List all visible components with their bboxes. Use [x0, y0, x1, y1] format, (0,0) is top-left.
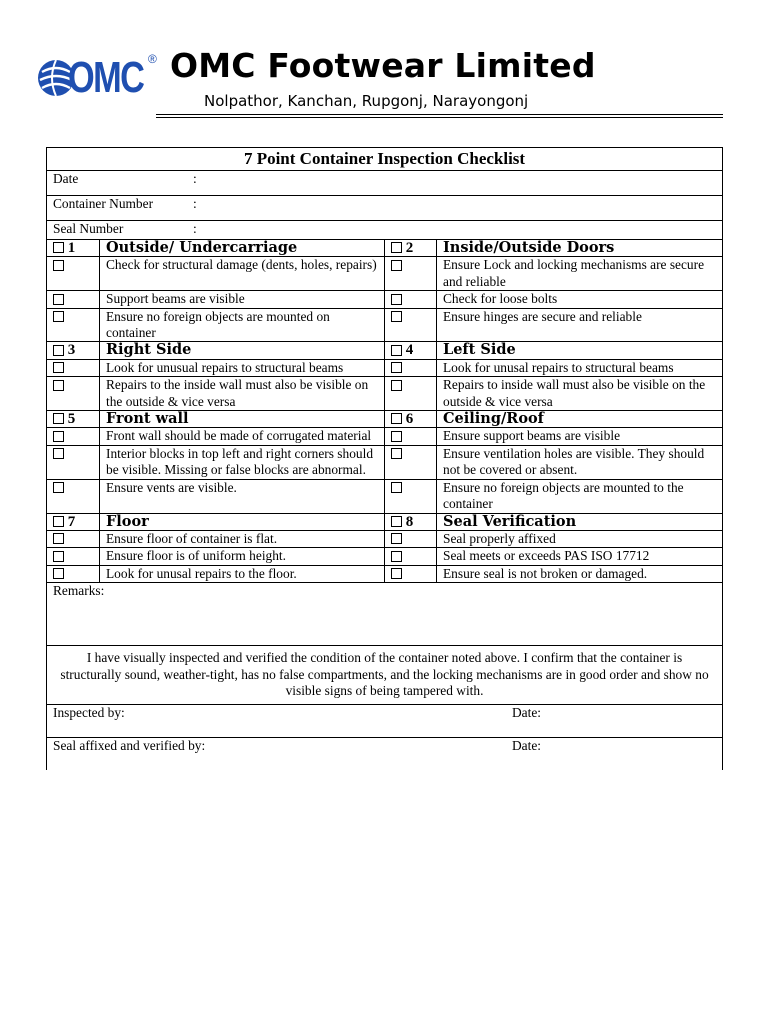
checklist-title: 7 Point Container Inspection Checklist [47, 148, 723, 171]
checklist-row [47, 308, 723, 342]
checkbox-icon[interactable] [391, 380, 402, 391]
checklist-row [47, 291, 723, 308]
company-name: OMC Footwear Limited [170, 46, 596, 85]
item-checkbox[interactable] [385, 308, 437, 342]
section-5-title: Front wall [100, 411, 385, 428]
header-divider [156, 114, 723, 115]
field-separator: : [193, 221, 197, 236]
checklist-row [47, 257, 723, 291]
checkbox-icon[interactable] [391, 533, 402, 544]
checkbox-icon[interactable] [391, 294, 402, 305]
field-separator: : [193, 171, 197, 186]
container-number-label: Container Number [53, 196, 154, 211]
seal-number-label: Seal Number [53, 221, 124, 236]
checkbox-icon[interactable] [53, 516, 64, 527]
section-5-checkbox[interactable]: 5 [47, 411, 100, 428]
item-checkbox[interactable] [47, 530, 100, 547]
checkbox-icon[interactable] [391, 516, 402, 527]
checklist-item: Look for unusal repairs to structural beams [437, 359, 723, 376]
checkbox-icon[interactable] [391, 482, 402, 493]
section-3-checkbox[interactable]: 3 [47, 342, 100, 359]
remarks-label: Remarks: [53, 583, 105, 599]
checklist-item: Ensure support beams are visible [437, 428, 723, 445]
checkbox-icon[interactable] [391, 260, 402, 271]
section-1-checkbox[interactable]: 1 [47, 240, 100, 257]
date-field[interactable] [47, 171, 723, 196]
checkbox-icon[interactable] [53, 345, 64, 356]
item-checkbox[interactable] [385, 565, 437, 582]
company-address: Nolpathor, Kanchan, Rupgonj, Narayongonj [204, 92, 529, 110]
checkbox-icon[interactable] [53, 380, 64, 391]
checklist-item: Interior blocks in top left and right corners should be visible. Missing or false blocks are abnormal. [100, 445, 385, 479]
checkbox-icon[interactable] [53, 431, 64, 442]
checklist-row [47, 565, 723, 582]
checkbox-icon[interactable] [53, 362, 64, 373]
checkbox-icon[interactable] [53, 448, 64, 459]
seal-affixed-field[interactable] [47, 737, 723, 770]
checkbox-icon[interactable] [391, 311, 402, 322]
item-checkbox[interactable] [47, 308, 100, 342]
checkbox-icon[interactable] [53, 311, 64, 322]
checklist-item: Ensure hinges are secure and reliable [437, 308, 723, 342]
seal-date-label: Date: [512, 737, 541, 753]
section-header-row [47, 411, 723, 428]
checkbox-icon[interactable] [391, 362, 402, 373]
checkbox-icon[interactable] [391, 568, 402, 579]
checklist-item: Ensure no foreign objects are mounted on container [100, 308, 385, 342]
checkbox-icon[interactable] [53, 482, 64, 493]
item-checkbox[interactable] [385, 548, 437, 565]
checklist-item: Check for loose bolts [437, 291, 723, 308]
item-checkbox[interactable] [47, 257, 100, 291]
date-label: Date [53, 171, 79, 186]
item-checkbox[interactable] [47, 445, 100, 479]
item-checkbox[interactable] [47, 479, 100, 513]
field-separator: : [193, 196, 197, 211]
checklist-item: Ensure no foreign objects are mounted to the container [437, 479, 723, 513]
checklist-item: Support beams are visible [100, 291, 385, 308]
omc-logo [36, 50, 160, 106]
checkbox-icon[interactable] [53, 533, 64, 544]
checklist-item: Check for structural damage (dents, holes, repairs) [100, 257, 385, 291]
section-header-row [47, 240, 723, 257]
item-checkbox[interactable] [385, 428, 437, 445]
inspected-by-label: Inspected by: [53, 704, 125, 720]
checkbox-icon[interactable] [391, 242, 402, 253]
checklist-item: Look for unusual repairs to structural beams [100, 359, 385, 376]
item-checkbox[interactable] [385, 257, 437, 291]
item-checkbox[interactable] [47, 359, 100, 376]
checklist-item: Ensure floor is of uniform height. [100, 548, 385, 565]
declaration-text: I have visually inspected and verified the condition of the container noted above. I confirm that the container is structurally sound, weather-tight, has no false compartments, and the locking mechanisms are in good order and show no visible signs of being tampered with. [47, 646, 723, 705]
section-6-title: Ceiling/Roof [437, 411, 723, 428]
checklist-item: Ensure floor of container is flat. [100, 530, 385, 547]
checkbox-icon[interactable] [391, 413, 402, 424]
checklist-row [47, 479, 723, 513]
item-checkbox[interactable] [385, 445, 437, 479]
checklist-row [47, 377, 723, 411]
checklist-row [47, 359, 723, 376]
section-4-checkbox[interactable]: 4 [385, 342, 437, 359]
checklist-item: Ensure Lock and locking mechanisms are secure and reliable [437, 257, 723, 291]
item-checkbox[interactable] [47, 291, 100, 308]
seal-number-field[interactable] [47, 221, 723, 240]
inspected-by-field[interactable] [47, 704, 723, 737]
item-checkbox[interactable] [385, 291, 437, 308]
checkbox-icon[interactable] [53, 294, 64, 305]
section-8-title: Seal Verification [437, 513, 723, 530]
checkbox-icon[interactable] [53, 551, 64, 562]
item-checkbox[interactable] [385, 530, 437, 547]
inspection-checklist [46, 147, 723, 770]
checklist-item: Repairs to inside wall must also be visible on the outside & vice versa [437, 377, 723, 411]
item-checkbox[interactable] [47, 565, 100, 582]
section-header-row [47, 342, 723, 359]
registered-mark: ® [148, 52, 157, 66]
item-checkbox[interactable] [47, 377, 100, 411]
checkbox-icon[interactable] [391, 551, 402, 562]
checklist-item: Seal meets or exceeds PAS ISO 17712 [437, 548, 723, 565]
checklist-row [47, 428, 723, 445]
item-checkbox[interactable] [47, 428, 100, 445]
section-7-checkbox[interactable]: 7 [47, 513, 100, 530]
checkbox-icon[interactable] [391, 345, 402, 356]
section-3-title: Right Side [100, 342, 385, 359]
checklist-item: Repairs to the inside wall must also be visible on the outside & vice versa [100, 377, 385, 411]
checkbox-icon[interactable] [391, 448, 402, 459]
checklist-item: Front wall should be made of corrugated material [100, 428, 385, 445]
checkbox-icon[interactable] [53, 568, 64, 579]
section-6-checkbox[interactable]: 6 [385, 411, 437, 428]
checklist-item: Look for unusal repairs to the floor. [100, 565, 385, 582]
section-header-row [47, 513, 723, 530]
seal-affixed-label: Seal affixed and verified by: [53, 737, 206, 753]
container-number-field[interactable] [47, 196, 723, 221]
checklist-item: Ensure vents are visible. [100, 479, 385, 513]
checklist-row [47, 530, 723, 547]
item-checkbox[interactable] [47, 548, 100, 565]
section-4-title: Left Side [437, 342, 723, 359]
checklist-item: Ensure seal is not broken or damaged. [437, 565, 723, 582]
section-1-title: Outside/ Undercarriage [100, 240, 385, 257]
checkbox-icon[interactable] [53, 260, 64, 271]
checklist-row [47, 548, 723, 565]
checkbox-icon[interactable] [391, 431, 402, 442]
letterhead [36, 44, 726, 116]
checkbox-icon[interactable] [53, 242, 64, 253]
section-8-checkbox[interactable]: 8 [385, 513, 437, 530]
item-checkbox[interactable] [385, 377, 437, 411]
checklist-row [47, 445, 723, 479]
section-2-checkbox[interactable]: 2 [385, 240, 437, 257]
item-checkbox[interactable] [385, 479, 437, 513]
checklist-item: Seal properly affixed [437, 530, 723, 547]
header-divider [156, 117, 723, 118]
checkbox-icon[interactable] [53, 413, 64, 424]
section-7-title: Floor [100, 513, 385, 530]
item-checkbox[interactable] [385, 359, 437, 376]
checklist-item: Ensure ventilation holes are visible. They should not be covered or absent. [437, 445, 723, 479]
inspection-date-label: Date: [512, 704, 541, 720]
logo-wordmark: OMC [68, 53, 144, 102]
remarks-field[interactable] [47, 583, 723, 646]
section-2-title: Inside/Outside Doors [437, 240, 723, 257]
